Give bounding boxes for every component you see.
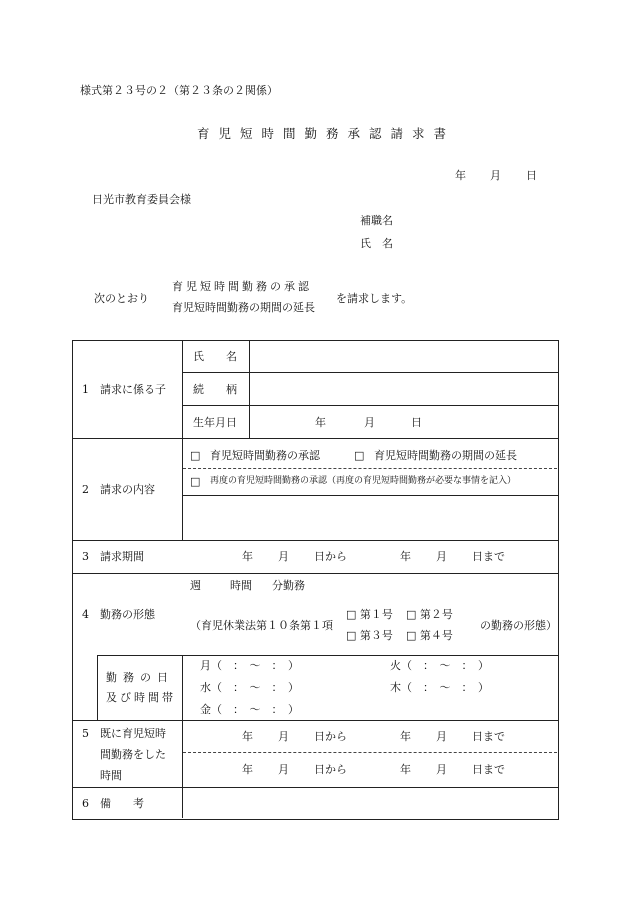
- divider: [183, 468, 557, 469]
- period-from: 日から: [314, 550, 347, 563]
- checkbox-extend[interactable]: □: [354, 449, 365, 462]
- divider: [72, 720, 558, 721]
- checkbox-approve[interactable]: □: [190, 449, 201, 462]
- schedule-monday: 月（ ： 〜 ： ）: [200, 659, 299, 672]
- minutes-label: 分勤務: [272, 579, 305, 592]
- period-to-year: 年: [400, 550, 411, 563]
- schedule-label-2: 及び時間帯: [106, 691, 176, 704]
- item-2[interactable]: □ 第２号: [406, 608, 453, 621]
- past2-from-month: 月: [278, 763, 289, 776]
- divider: [182, 655, 183, 818]
- item-3[interactable]: □ 第３号: [346, 629, 393, 642]
- past2-to-year: 年: [400, 763, 411, 776]
- birth-month: 月: [364, 416, 375, 429]
- divider: [72, 787, 558, 788]
- past2-from-year: 年: [242, 763, 253, 776]
- past1-from: 日から: [314, 730, 347, 743]
- row5-label-3: 時間: [100, 769, 122, 782]
- row4-label: 4 勤務の形態: [82, 608, 155, 621]
- past1-to-month: 月: [436, 730, 447, 743]
- row5-label-2: 間勤務をした: [100, 748, 166, 761]
- name-label: 氏 名: [360, 237, 393, 250]
- form-suffix: の勤務の形態）: [480, 619, 557, 632]
- row1-label: 1 請求に係る子: [82, 383, 166, 396]
- past2-to: 日まで: [472, 763, 505, 776]
- divider: [72, 438, 558, 439]
- intro-option-approve: 育児短時間勤務の承認: [172, 280, 312, 293]
- date-year: 年: [455, 169, 466, 182]
- row3-label: 3 請求期間: [82, 550, 144, 563]
- schedule-tuesday: 火（ ： 〜 ： ）: [390, 659, 489, 672]
- option-approve: 育児短時間勤務の承認: [210, 449, 320, 462]
- row5-label-1: 5 既に育児短時: [82, 727, 166, 740]
- schedule-friday: 金（ ： 〜 ： ）: [200, 703, 299, 716]
- divider: [182, 372, 558, 373]
- item-1[interactable]: □ 第１号: [346, 608, 393, 621]
- period-to: 日まで: [472, 550, 505, 563]
- divider: [249, 340, 250, 438]
- law-reference: （育児休業法第１０条第１項: [190, 619, 333, 632]
- schedule-thursday: 木（ ： 〜 ： ）: [390, 681, 489, 694]
- period-from-month: 月: [278, 550, 289, 563]
- intro-lead: 次のとおり: [94, 292, 149, 305]
- birth-year: 年: [315, 416, 326, 429]
- date-month: 月: [490, 169, 501, 182]
- past1-to-year: 年: [400, 730, 411, 743]
- row2-label: 2 請求の内容: [82, 483, 155, 496]
- birth-day: 日: [411, 416, 422, 429]
- child-relation-label: 続 柄: [193, 383, 237, 396]
- divider: [183, 752, 557, 753]
- intro-tail: を請求します。: [336, 292, 413, 305]
- hours-label: 時間: [230, 579, 252, 592]
- option-again: 再度の育児短時間勤務の承認（再度の育児短時間勤務が必要な事情を記入）: [210, 476, 517, 486]
- divider: [72, 540, 558, 541]
- addressee: 日光市教育委員会様: [92, 193, 191, 206]
- date-day: 日: [526, 169, 537, 182]
- checkbox-again[interactable]: □: [190, 475, 201, 488]
- item-4[interactable]: □ 第４号: [406, 629, 453, 642]
- child-birthdate-label: 生年月日: [193, 416, 237, 429]
- past1-from-month: 月: [278, 730, 289, 743]
- page-title: 育児短時間勤務承認請求書: [197, 126, 456, 141]
- divider: [182, 340, 183, 540]
- child-name-label: 氏 名: [193, 350, 237, 363]
- option-extend: 育児短時間勤務の期間の延長: [374, 449, 517, 462]
- intro-option-extend: 育児短時間勤務の期間の延長: [172, 301, 315, 314]
- divider: [183, 495, 558, 496]
- row6-label: 6 備 考: [82, 797, 144, 810]
- week-label: 週: [190, 579, 201, 592]
- divider: [97, 655, 558, 656]
- divider: [97, 655, 98, 720]
- past2-to-month: 月: [436, 763, 447, 776]
- schedule-label-1: 勤務の日: [106, 671, 174, 684]
- schedule-wednesday: 水（ ： 〜 ： ）: [200, 681, 299, 694]
- period-from-year: 年: [242, 550, 253, 563]
- past1-from-year: 年: [242, 730, 253, 743]
- period-to-month: 月: [436, 550, 447, 563]
- divider: [72, 573, 558, 574]
- past2-from: 日から: [314, 763, 347, 776]
- past1-to: 日まで: [472, 730, 505, 743]
- divider: [182, 405, 558, 406]
- position-label: 補職名: [360, 214, 393, 227]
- form-number: 様式第２３号の２（第２３条の２関係）: [80, 84, 278, 97]
